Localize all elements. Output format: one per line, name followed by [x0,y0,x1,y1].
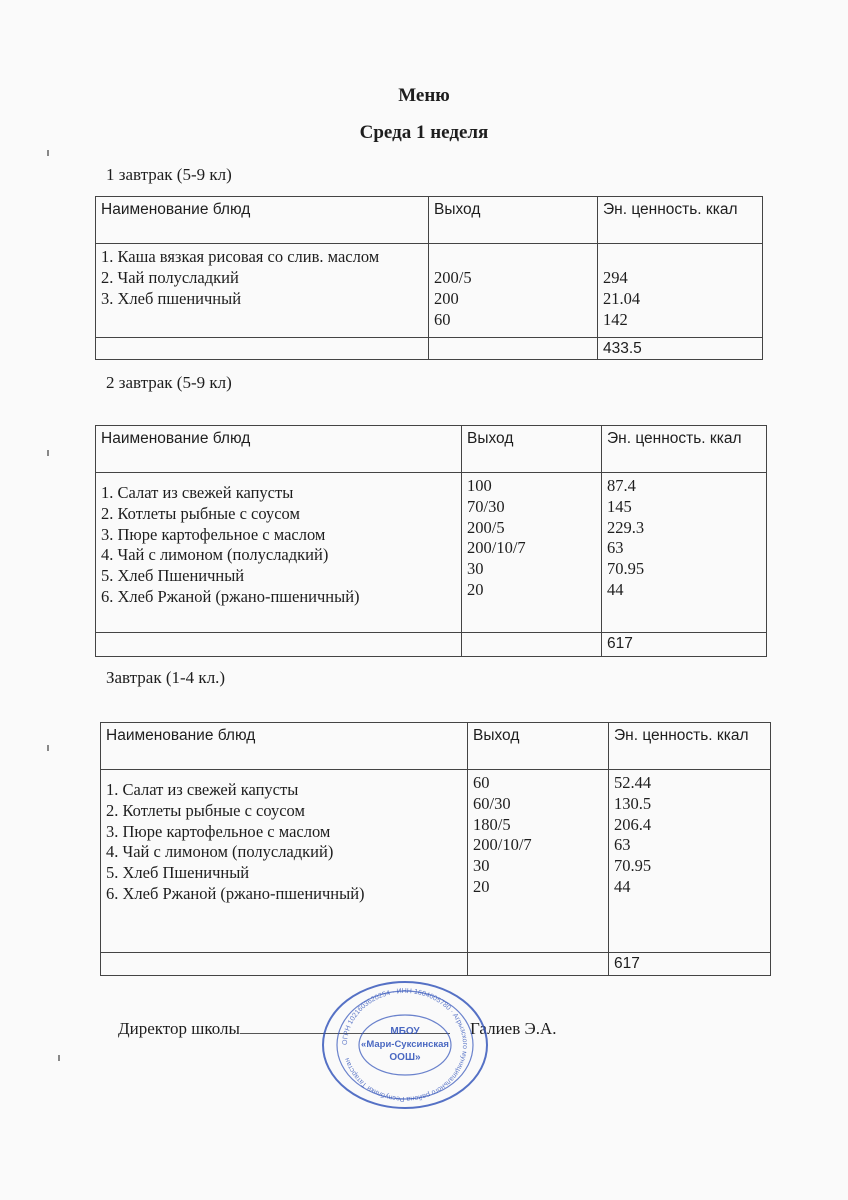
dish-yield: 60 [473,773,490,792]
dish-name: 2. Чай полусладкий [101,267,239,287]
header-yield: Выход [462,426,602,473]
scan-speck [47,150,49,156]
dish-yield: 100 [467,476,492,495]
dish-kcal: 70.95 [607,559,645,579]
yield-cell [429,244,598,338]
dish-yield: 70/30 [467,496,505,516]
dish-name: 5. Хлеб Пшеничный [101,566,245,586]
dish-kcal: 63 [614,835,631,855]
header-kcal: Эн. ценность. ккал [598,197,763,244]
dish-kcal: 44 [614,876,631,896]
dish-yield: 200/5 [467,517,505,537]
total-row [96,338,763,360]
stamp-line-1: МБОУ [390,1026,420,1037]
dish-names-cell [96,473,462,633]
dish-name: 5. Хлеб Пшеничный [106,863,250,883]
dish-name: 1. Салат из свежей капусты [106,780,299,799]
stamp-line-3: ООШ» [389,1052,421,1063]
table-row [96,244,763,338]
dish-kcal: 87.4 [607,476,636,495]
stamp-line-2: «Мари-Суксинская [361,1039,449,1050]
dish-yield: 200/10/7 [467,538,526,558]
dish-name: 1. Салат из свежей капусты [101,483,294,502]
total-kcal: 617 [609,953,771,976]
dish-name: 1. Каша вязкая рисовая со слив. маслом [101,247,380,266]
kcal-cell [602,473,767,633]
total-kcal: 433.5 [598,338,763,360]
dish-yield: 60 [434,309,451,329]
school-stamp [320,980,490,1110]
header-yield: Выход [468,723,609,770]
dish-kcal: 294 [603,268,628,287]
dish-name: 6. Хлеб Ржаной (ржано-пшеничный) [101,586,360,606]
dish-yield: 30 [473,856,490,876]
table-header-row [96,426,767,473]
total-row [101,953,771,976]
dish-yield: 20 [467,579,484,599]
dish-name: 4. Чай с лимоном (полусладкий) [106,842,334,862]
dish-name: 3. Пюре картофельное с маслом [106,821,331,841]
dish-kcal: 142 [603,309,628,329]
dish-yield: 200/5 [434,268,472,287]
total-kcal: 617 [602,633,767,657]
header-kcal: Эн. ценность. ккал [609,723,771,770]
table-row [96,473,767,633]
dish-names-cell [96,244,429,338]
meal-1-table [95,196,763,360]
scan-speck [47,745,49,751]
yield-cell [462,473,602,633]
dish-yield: 30 [467,559,484,579]
dish-name: 6. Хлеб Ржаной (ржано-пшеничный) [106,883,365,903]
dish-name: 2. Котлеты рыбные с соусом [101,503,300,523]
dish-name: 3. Пюре картофельное с маслом [101,524,326,544]
meal-2-table [95,425,767,657]
scan-speck [58,1055,60,1061]
dish-names-cell [101,770,468,953]
dish-kcal: 206.4 [614,814,652,834]
dish-yield: 200 [434,288,459,308]
header-dish-name: Наименование блюд [101,723,468,770]
meal-3-table [100,722,771,976]
dish-yield: 180/5 [473,814,511,834]
dish-kcal: 63 [607,538,624,558]
kcal-cell [609,770,771,953]
dish-yield: 60/30 [473,793,511,813]
dish-kcal: 130.5 [614,793,652,813]
dish-name: 2. Котлеты рыбные с соусом [106,800,305,820]
dish-yield: 20 [473,876,490,896]
header-yield: Выход [429,197,598,244]
header-dish-name: Наименование блюд [96,197,429,244]
table-header-row [101,723,771,770]
dish-kcal: 44 [607,579,624,599]
table-header-row [96,197,763,244]
stamp-ring-text: ОГРН 1021603620254 · ИНН 1604005780 · Агрызского муниципального района Республики Татарстан [341,987,469,1103]
dish-kcal: 52.44 [614,773,652,792]
meal-1-label: 1 завтрак (5-9 кл) [106,165,232,184]
dish-kcal: 70.95 [614,856,652,876]
total-row [96,633,767,657]
signature-name: Галиев Э.А. [470,1019,557,1038]
yield-cell [468,770,609,953]
signature-role: Директор школы [118,1019,240,1038]
header-dish-name: Наименование блюд [96,426,462,473]
dish-name: 4. Чай с лимоном (полусладкий) [101,545,329,565]
meal-2-label: 2 завтрак (5-9 кл) [106,373,232,392]
dish-name: 3. Хлеб пшеничный [101,288,242,308]
dish-kcal: 21.04 [603,288,641,308]
dish-kcal: 145 [607,496,632,516]
dish-kcal: 229.3 [607,517,645,537]
scan-speck [47,450,49,456]
dish-yield: 200/10/7 [473,835,532,855]
meal-3-label: Завтрак (1-4 кл.) [106,668,226,687]
header-kcal: Эн. ценность. ккал [602,426,767,473]
document-subtitle: Среда 1 неделя [359,122,489,143]
document-title: Меню [398,85,450,106]
kcal-cell [598,244,763,338]
table-row [101,770,771,953]
